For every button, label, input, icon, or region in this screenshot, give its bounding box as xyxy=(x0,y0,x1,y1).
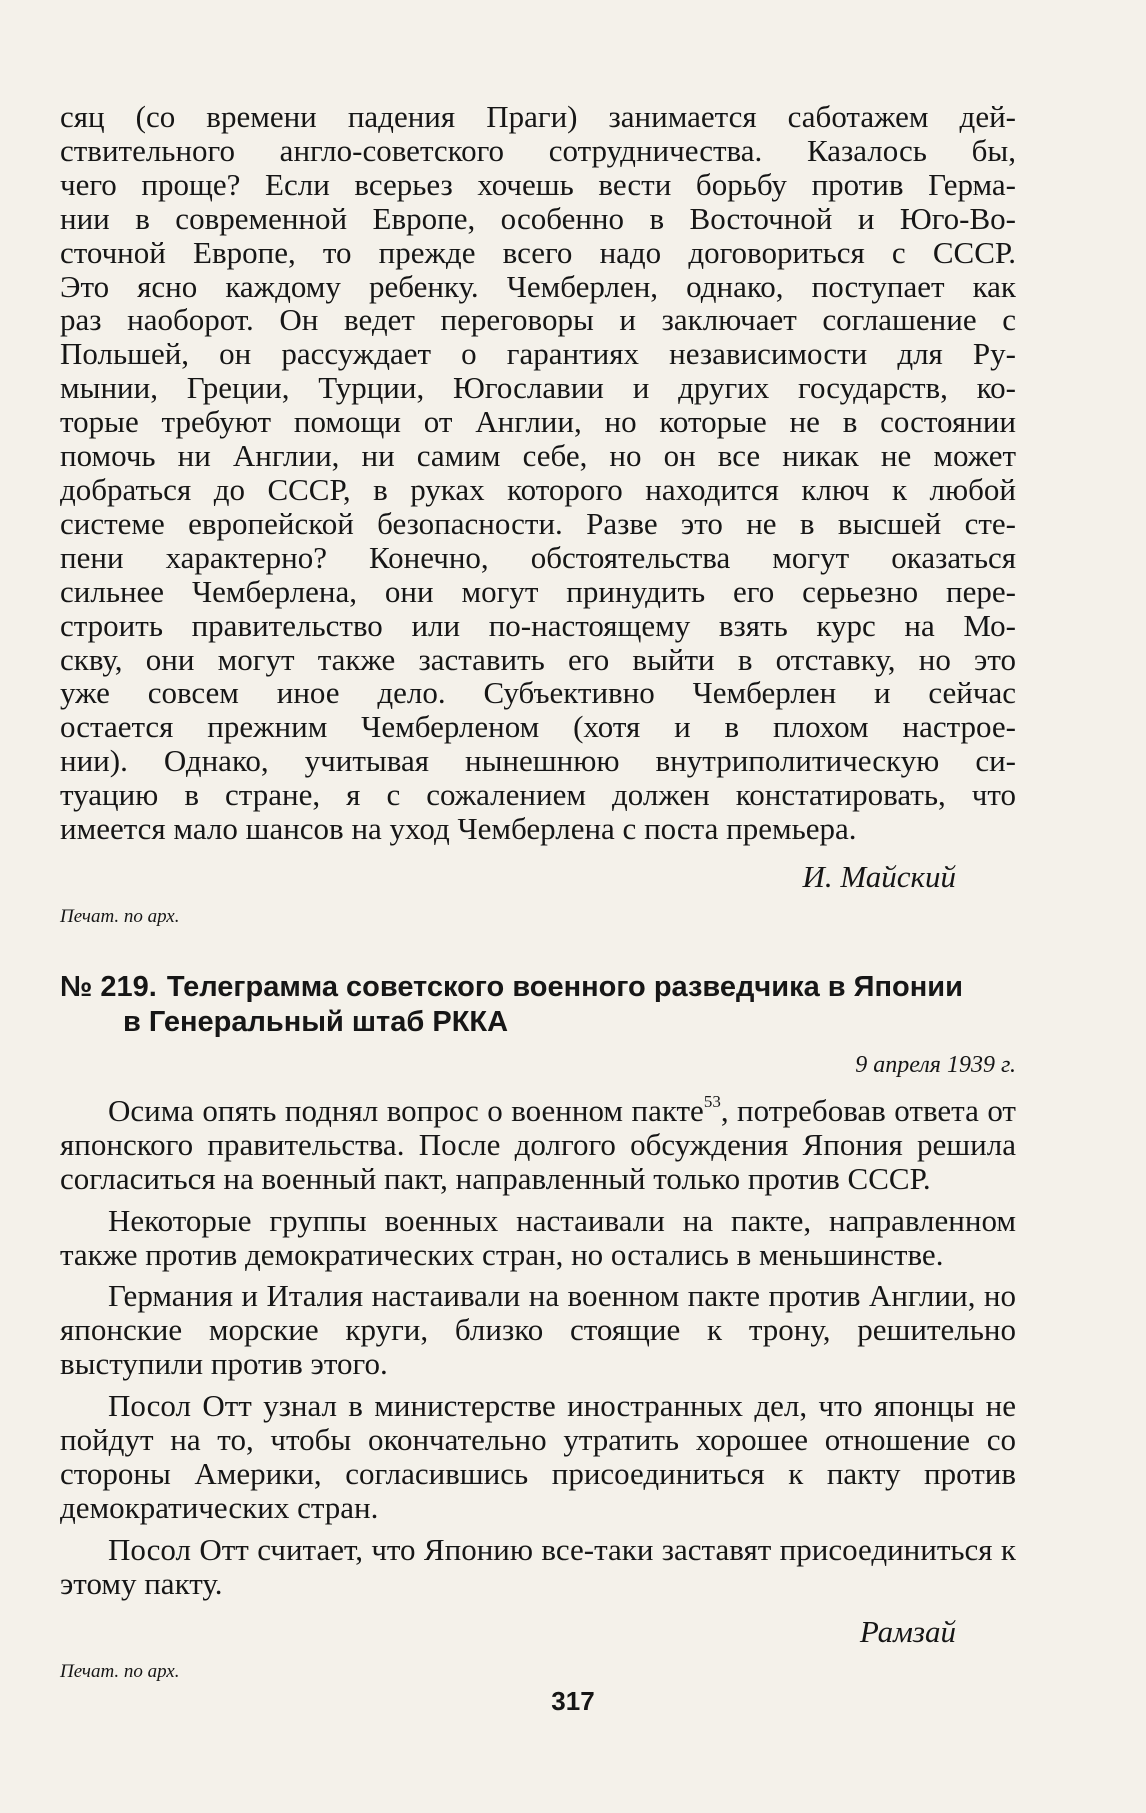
text-line: чего проще? Если всерьез хочешь вести борьбу против Герма- xyxy=(60,166,1016,202)
text-line: сточной Европе, то прежде всего надо договориться с СССР. xyxy=(60,234,1016,270)
text-line: пени характерно? Конечно, обстоятельства могут оказаться xyxy=(60,539,1016,575)
text-line: помочь ни Англии, ни самим себе, но он все никак не может xyxy=(60,438,1016,474)
text-line: Это ясно каждому ребенку. Чемберлен, однако, поступает как xyxy=(60,268,1016,304)
continued-text xyxy=(60,100,1016,846)
text-line: сяц (со времени падения Праги) занимается саботажем дей- xyxy=(60,99,1016,134)
document-date: 9 апреля 1939 г. xyxy=(855,1051,1016,1078)
text-line: строить правительство или по-настоящему взять курс на Мо- xyxy=(60,607,1016,643)
text-line: уже совсем иное дело. Субъективно Чемберлен и сейчас xyxy=(60,675,1016,711)
source-note: Печат. по арх. xyxy=(60,905,180,927)
paragraph: Посол Отт считает, что Японию все-таки заставят присоединиться к этому пакту. xyxy=(60,1531,1016,1601)
signature-ramzai: Рамзай xyxy=(859,1613,956,1649)
document-number: № 219. xyxy=(60,970,157,1003)
text-line: системе европейской безопасности. Разве это не в высшей сте- xyxy=(60,505,1016,541)
footnote-ref: 53 xyxy=(703,1091,721,1111)
document-title-line1: Телеграмма советского военного разведчика в Японии xyxy=(166,970,963,1003)
text-line: имеется мало шансов на уход Чемберлена с поста премьера. xyxy=(60,811,857,847)
paragraph-text: , потребовав ответа от японского правительства. После долгого обсуждения Япония решила согласиться на военный пакт, направленный только против СССР. xyxy=(60,1092,1016,1196)
text-line: остается прежним Чемберленом (хотя и в плохом настрое- xyxy=(60,709,1016,745)
document-heading xyxy=(60,970,1016,1040)
text-line: скву, они могут также заставить его выйти в отставку, но это xyxy=(60,641,1016,677)
signature-maisky: И. Майский xyxy=(802,858,956,894)
text-line: Польшей, он рассуждает о гарантиях независимости для Ру- xyxy=(60,336,1016,372)
text-line: торые требуют помощи от Англии, но которые не в состоянии xyxy=(60,404,1016,440)
paragraph xyxy=(60,1091,1016,1196)
text-line: добраться до СССР, в руках которого находится ключ к любой xyxy=(60,471,1016,507)
document-title-line2: в Генеральный штаб РККА xyxy=(123,1005,509,1038)
text-line: ствительного англо-советского сотрудничества. Казалось бы, xyxy=(60,132,1016,168)
page-number: 317 xyxy=(551,1686,595,1716)
text-line: нии). Однако, учитывая нынешнюю внутриполитическую си- xyxy=(60,743,1016,779)
paragraph: Посол Отт узнал в министерстве иностранных дел, что японцы не пойдут на то, чтобы окончательно утратить хорошее отношение со стороны Америки, согласившись присоединиться к пакту против демократических стран. xyxy=(60,1388,1016,1525)
text-line: сильнее Чемберлена, они могут принудить его серьезно пере- xyxy=(60,573,1016,609)
paragraph: Некоторые группы военных настаивали на пакте, направленном также против демократических стран, но остались в меньшинстве. xyxy=(60,1202,1016,1272)
paragraph-text: Осима опять поднял вопрос о военном пакте xyxy=(108,1092,704,1128)
text-line: туацию в стране, я с сожалением должен констатировать, что xyxy=(60,777,1016,813)
source-note: Печат. по арх. xyxy=(60,1660,180,1682)
text-line: нии в современной Европе, особенно в Восточной и Юго-Во- xyxy=(60,200,1016,236)
text-line: раз наоборот. Он ведет переговоры и заключает соглашение с xyxy=(60,302,1016,338)
text-line: мынии, Греции, Турции, Югославии и других государств, ко- xyxy=(60,370,1016,406)
paragraph: Германия и Италия настаивали на военном пакте против Англии, но японские морские круги, близко стоящие к трону, решительно выступили против этого. xyxy=(60,1278,1016,1382)
